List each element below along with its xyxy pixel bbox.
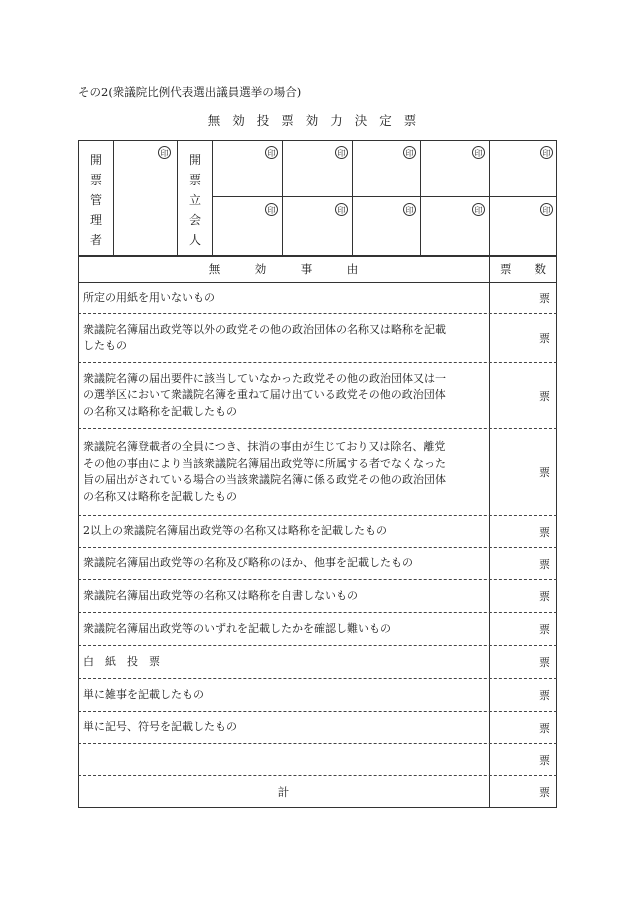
vote-count-unit: 票 bbox=[539, 292, 550, 305]
vote-count-unit: 票 bbox=[539, 753, 550, 767]
form-heading: その2(衆議院比例代表選出議員選挙の場合) bbox=[78, 85, 302, 99]
reason-column-header: 無 効 事 由 bbox=[208, 262, 359, 276]
witness-seal-icon: 印 bbox=[265, 203, 278, 216]
witness-seal-icon: 印 bbox=[403, 203, 416, 216]
vote-count-unit: 票 bbox=[539, 656, 550, 669]
vote-count-unit: 票 bbox=[539, 623, 550, 636]
total-label: 計 bbox=[277, 785, 290, 799]
witness-seal-icon: 印 bbox=[540, 146, 553, 159]
witness-seal-icon: 印 bbox=[335, 203, 348, 216]
vote-count-unit: 票 bbox=[539, 389, 550, 403]
vote-count-unit: 票 bbox=[539, 525, 550, 539]
reason-text: 衆議院名簿届出政党等以外の政党その他の政治団体の名称又は略称を記載 したもの bbox=[83, 322, 446, 352]
witness-seal-icon: 印 bbox=[472, 146, 485, 159]
vote-count-unit: 票 bbox=[539, 721, 550, 735]
witness-seal-icon: 印 bbox=[335, 146, 348, 159]
signature-block bbox=[78, 140, 557, 256]
count-column-header: 票 数 bbox=[500, 262, 546, 276]
reason-text bbox=[83, 744, 483, 775]
reason-text: 衆議院名簿届出政党等の名称及び略称のほか、他事を記載したもの bbox=[83, 556, 413, 570]
vote-count-unit: 票 bbox=[539, 689, 550, 702]
reason-text: 衆議院名簿届出政党等の名称又は略称を自書しないもの bbox=[83, 588, 358, 602]
reason-text: 単に記号、符号を記載したもの bbox=[83, 720, 237, 734]
reason-text: 単に雑事を記載したもの bbox=[83, 687, 204, 701]
form-title: 無効投票効力決定票 bbox=[207, 113, 429, 128]
witness-seal-icon: 印 bbox=[540, 203, 553, 216]
vote-count-unit: 票 bbox=[539, 466, 550, 479]
vote-count-unit: 票 bbox=[539, 332, 550, 345]
reason-text: 衆議院名簿の届出要件に該当していなかった政党その他の政治団体又は一 の選挙区において衆議院名簿を重ねて届け出ている政党その他の政治団体 の名称又は略称を記載したもの bbox=[83, 371, 446, 418]
reason-text: 衆議院名簿登載者の全員につき、抹消の事由が生じており又は除名、離党 その他の事由により当該衆議院名簿届出政党等に所属する者でなくなった 旨の届出がされている場合の当該衆議院名簿に係る政党その他の政治団体 の名称又は略称を記載したもの bbox=[83, 440, 446, 503]
witness-seal-icon: 印 bbox=[403, 146, 416, 159]
witness-seal-icon: 印 bbox=[472, 203, 485, 216]
total-unit: 票 bbox=[539, 786, 550, 799]
reason-text: 衆議院名簿届出政党等のいずれを記載したかを確認し難いもの bbox=[83, 621, 391, 635]
reason-text: 白 紙 投 票 bbox=[83, 654, 160, 668]
reason-text: 2以上の衆議院名簿届出政党等の名称又は略称を記載したもの bbox=[83, 524, 387, 538]
reason-text: 所定の用紙を用いないもの bbox=[83, 290, 215, 304]
vote-count-unit: 票 bbox=[539, 590, 550, 603]
witness-label: 開 票 立 会 人 bbox=[188, 153, 201, 247]
witness-seal-icon: 印 bbox=[265, 146, 278, 159]
manager-label: 開 票 管 理 者 bbox=[89, 153, 102, 247]
manager-seal-icon: 印 bbox=[158, 146, 171, 159]
vote-count-unit: 票 bbox=[539, 557, 550, 571]
